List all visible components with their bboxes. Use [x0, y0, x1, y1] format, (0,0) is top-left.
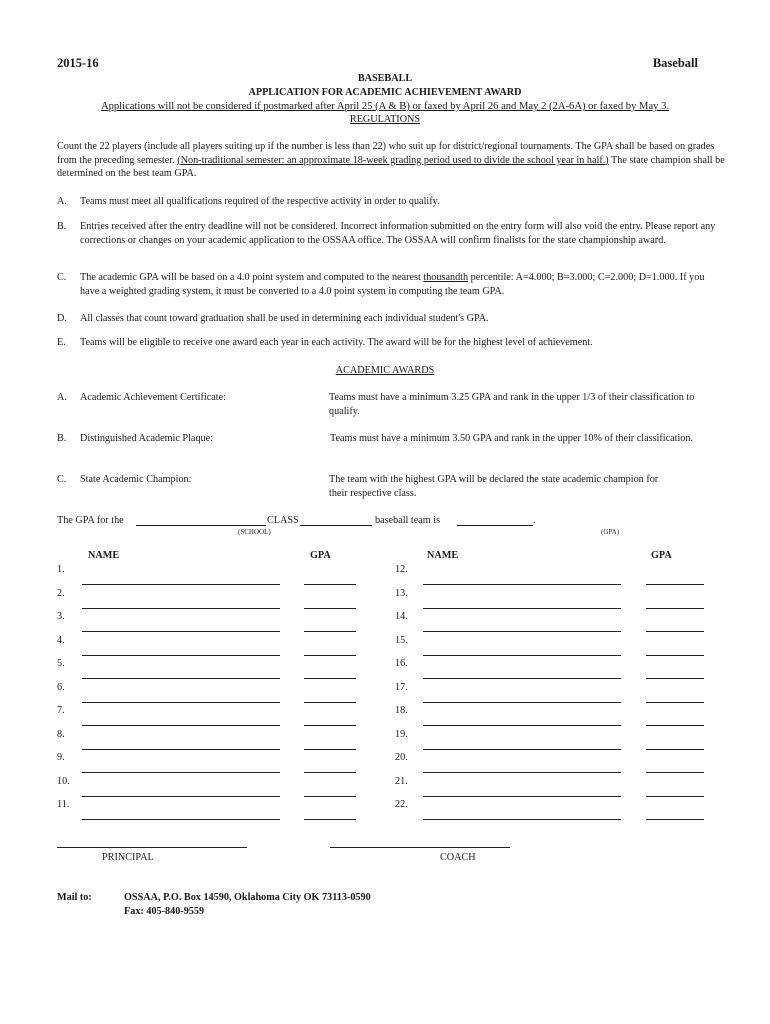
player-gpa-field[interactable] [646, 655, 704, 656]
player-number: 20. [395, 752, 408, 763]
player-gpa-field[interactable] [646, 631, 704, 632]
class-field[interactable] [300, 525, 372, 526]
player-number: 4. [57, 634, 65, 646]
player-gpa-field[interactable] [646, 584, 704, 585]
form-sport-title: BASEBALL [357, 73, 413, 84]
mail-address: OSSAA, P.O. Box 14590, Oklahoma City OK 73113-0590 [124, 892, 371, 903]
player-number: 13. [395, 587, 408, 599]
gpa-header-left: GPA [310, 550, 331, 561]
player-name-field[interactable] [82, 702, 280, 703]
player-gpa-field[interactable] [646, 819, 704, 820]
deadline-notice: Applications will not be considered if postmarked after April 25 (A & B) or faxed by April 26 and May 2 (2A-6A) or faxed by May 3. [100, 101, 670, 112]
player-name-field[interactable] [423, 725, 621, 726]
player-gpa-field[interactable] [646, 702, 704, 703]
intro-text-3: The state champion shall be determined on the best team GPA. [57, 154, 725, 180]
player-gpa-field[interactable] [304, 749, 356, 750]
player-name-field[interactable] [82, 772, 280, 773]
school-caption: (SCHOOL) [238, 528, 271, 536]
award-letter-a: A. [57, 392, 67, 403]
rule-text-b: Entries received after the entry deadline will not be considered. Incorrect information submitted on the entry form will also void the entry. Please report any corrections or changes on your academic application to the OSSAA office. The OSSAA will confirm finalists for the state championship award. [80, 221, 716, 246]
player-gpa-field[interactable] [646, 725, 704, 726]
intro-text-1: Count the 22 players (include all players suiting up if the number is less than 22) who suit up for district/regional tournaments. The GPA shall be based on grades from the preceding semester. [57, 141, 715, 166]
award-letter-b: B. [57, 433, 67, 444]
principal-label: PRINCIPAL [102, 852, 154, 863]
team-gpa-field[interactable] [457, 525, 533, 526]
player-gpa-field[interactable] [304, 584, 356, 585]
award-name-c: State Academic Champion: [80, 474, 192, 485]
player-number: 16. [395, 658, 408, 669]
player-name-field[interactable] [423, 749, 621, 750]
player-gpa-field[interactable] [304, 796, 356, 797]
gpa-text-class: CLASS [267, 515, 299, 526]
player-number: 5. [57, 658, 65, 669]
player-gpa-field[interactable] [646, 796, 704, 797]
player-name-field[interactable] [82, 608, 280, 609]
rule-c-underlined: thousandth [423, 272, 469, 283]
rule-c-pre: The academic GPA will be based on a 4.0 point system and computed to the nearest [80, 272, 424, 283]
rule-letter-a: A. [57, 196, 67, 207]
award-desc-c: The team with the highest GPA will be declared the state academic champion for their respective class. [329, 474, 659, 499]
gpa-caption: (GPA) [601, 528, 620, 536]
gpa-text-2: baseball team is [375, 515, 441, 526]
player-gpa-field[interactable] [646, 678, 704, 679]
rule-text-e: Teams will be eligible to receive one award each year in each activity. The award will be for the highest level of achievement. [80, 337, 593, 348]
player-number: 19. [395, 728, 408, 740]
player-name-field[interactable] [82, 678, 280, 679]
form-title: APPLICATION FOR ACADEMIC ACHIEVEMENT AWARD [248, 87, 522, 98]
player-number: 14. [395, 611, 408, 622]
player-gpa-field[interactable] [304, 725, 356, 726]
intro-paragraph [57, 140, 725, 181]
player-name-field[interactable] [423, 584, 621, 585]
player-name-field[interactable] [82, 819, 280, 820]
player-number: 9. [57, 752, 65, 763]
gpa-text-period: . [533, 515, 536, 526]
rule-letter-c: C. [57, 272, 67, 283]
gpa-header-right: GPA [651, 550, 672, 561]
player-number: 3. [57, 611, 65, 622]
rule-text-d: All classes that count toward graduation shall be used in determining each individual student's GPA. [80, 313, 489, 324]
player-gpa-field[interactable] [304, 608, 356, 609]
player-name-field[interactable] [423, 796, 621, 797]
player-number: 1. [57, 564, 65, 575]
player-number: 17. [395, 681, 408, 693]
rule-text-a: Teams must meet all qualifications required of the respective activity in order to qualify. [80, 196, 440, 207]
coach-label: COACH [440, 852, 476, 863]
player-name-field[interactable] [82, 584, 280, 585]
player-name-field[interactable] [423, 608, 621, 609]
player-gpa-field[interactable] [304, 702, 356, 703]
player-name-field[interactable] [82, 749, 280, 750]
player-number: 21. [395, 775, 408, 787]
player-number: 18. [395, 705, 408, 716]
player-name-field[interactable] [423, 655, 621, 656]
intro-text-2: (Non-traditional semester: an approximate 18-week grading period used to divide the school year in half.) [177, 154, 609, 166]
rule-c-post: percentile: A=4.000; B=3.000; C=2.000; D=1.000. If you have a weighted grading system, it must be converted to a 4.0 point system in computing the team GPA. [80, 272, 705, 297]
player-name-field[interactable] [423, 702, 621, 703]
rule-letter-e: E. [57, 337, 66, 348]
player-gpa-field[interactable] [646, 772, 704, 773]
player-gpa-field[interactable] [304, 772, 356, 773]
player-gpa-field[interactable] [304, 819, 356, 820]
player-number: 12. [395, 564, 408, 575]
player-gpa-field[interactable] [304, 678, 356, 679]
name-header-right: NAME [427, 550, 459, 561]
player-name-field[interactable] [423, 631, 621, 632]
player-gpa-field[interactable] [304, 631, 356, 632]
rule-letter-b: B. [57, 221, 67, 232]
player-number: 11. [57, 799, 70, 810]
award-letter-c: C. [57, 474, 67, 485]
player-number: 10. [57, 775, 70, 787]
player-name-field[interactable] [82, 796, 280, 797]
awards-heading: ACADEMIC AWARDS [335, 365, 435, 376]
rule-letter-d: D. [57, 313, 67, 324]
player-name-field[interactable] [82, 655, 280, 656]
player-gpa-field[interactable] [304, 655, 356, 656]
player-number: 8. [57, 728, 65, 740]
player-name-field[interactable] [423, 678, 621, 679]
player-name-field[interactable] [423, 772, 621, 773]
player-gpa-field[interactable] [646, 749, 704, 750]
name-header-left: NAME [88, 550, 120, 561]
player-number: 15. [395, 634, 408, 646]
player-number: 22. [395, 799, 408, 810]
player-number: 6. [57, 681, 65, 693]
award-name-b: Distinguished Academic Plaque: [80, 433, 213, 444]
gpa-text-1: The GPA for the [57, 515, 124, 526]
player-gpa-field[interactable] [646, 608, 704, 609]
award-name-a: Academic Achievement Certificate: [80, 392, 226, 403]
mail-to-label: Mail to: [57, 892, 92, 903]
principal-signature-line[interactable] [57, 847, 247, 848]
player-number: 7. [57, 705, 65, 716]
coach-signature-line[interactable] [330, 847, 510, 848]
player-name-field[interactable] [82, 631, 280, 632]
sport-label: Baseball [652, 56, 698, 70]
award-desc-a: Teams must have a minimum 3.25 GPA and rank in the upper 1/3 of their classification to qualify. [329, 392, 695, 417]
regulations-heading: REGULATIONS [349, 114, 421, 125]
award-desc-b: Teams must have a minimum 3.50 GPA and rank in the upper 10% of their classification. [330, 433, 694, 444]
player-name-field[interactable] [82, 725, 280, 726]
player-number: 2. [57, 587, 65, 599]
fax-number: Fax: 405-840-9559 [124, 906, 205, 917]
player-name-field[interactable] [423, 819, 621, 820]
year-label: 2015-16 [57, 56, 99, 70]
rule-text-c [80, 271, 712, 298]
